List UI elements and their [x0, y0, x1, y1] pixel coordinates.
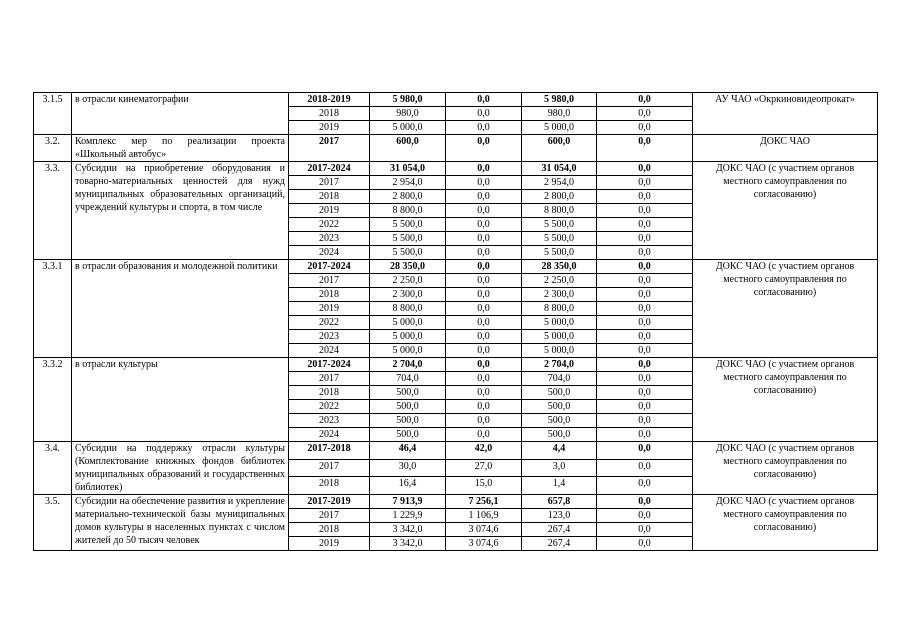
budget-table — [33, 92, 878, 551]
other-cell: 0,0 — [597, 358, 693, 372]
period-cell: 2024 — [289, 344, 370, 358]
total-cell: 5 000,0 — [370, 316, 446, 330]
federal-cell: 0,0 — [446, 428, 522, 442]
period-cell: 2023 — [289, 232, 370, 246]
federal-cell: 0,0 — [446, 162, 522, 176]
period-cell: 2019 — [289, 121, 370, 135]
total-cell: 5 500,0 — [370, 246, 446, 260]
total-cell: 7 913,9 — [370, 495, 446, 509]
other-cell: 0,0 — [597, 414, 693, 428]
other-cell: 0,0 — [597, 509, 693, 523]
other-cell: 0,0 — [597, 246, 693, 260]
responsible-party: АУ ЧАО «Окркиновидеопрокат» — [693, 93, 878, 135]
other-cell: 0,0 — [597, 190, 693, 204]
total-cell: 2 250,0 — [370, 274, 446, 288]
period-cell: 2017-2024 — [289, 260, 370, 274]
federal-cell: 0,0 — [446, 302, 522, 316]
federal-cell: 0,0 — [446, 218, 522, 232]
regional-cell: 500,0 — [522, 428, 597, 442]
period-cell: 2019 — [289, 537, 370, 551]
other-cell: 0,0 — [597, 495, 693, 509]
responsible-party: ДОКС ЧАО (с участием органов местного самоуправления по согласованию) — [693, 495, 878, 551]
total-cell: 500,0 — [370, 386, 446, 400]
responsible-party: ДОКС ЧАО (с участием органов местного самоуправления по согласованию) — [693, 260, 878, 358]
other-cell: 0,0 — [597, 204, 693, 218]
regional-cell: 500,0 — [522, 400, 597, 414]
row-description: в отрасли культуры — [72, 358, 289, 442]
total-cell: 5 000,0 — [370, 121, 446, 135]
regional-cell: 5 500,0 — [522, 232, 597, 246]
table-row — [34, 442, 878, 460]
regional-cell: 5 500,0 — [522, 218, 597, 232]
regional-cell: 500,0 — [522, 386, 597, 400]
other-cell: 0,0 — [597, 316, 693, 330]
other-cell: 0,0 — [597, 218, 693, 232]
total-cell: 500,0 — [370, 414, 446, 428]
period-cell: 2024 — [289, 428, 370, 442]
period-cell: 2018-2019 — [289, 93, 370, 107]
total-cell: 30,0 — [370, 459, 446, 477]
period-cell: 2017-2018 — [289, 442, 370, 460]
federal-cell: 0,0 — [446, 316, 522, 330]
federal-cell: 27,0 — [446, 459, 522, 477]
row-number: 3.5. — [34, 495, 72, 551]
federal-cell: 0,0 — [446, 93, 522, 107]
period-cell: 2022 — [289, 400, 370, 414]
period-cell: 2022 — [289, 316, 370, 330]
other-cell: 0,0 — [597, 428, 693, 442]
regional-cell: 267,4 — [522, 523, 597, 537]
federal-cell: 0,0 — [446, 246, 522, 260]
table-row — [34, 495, 878, 509]
federal-cell: 0,0 — [446, 190, 522, 204]
total-cell: 5 500,0 — [370, 232, 446, 246]
federal-cell: 0,0 — [446, 344, 522, 358]
total-cell: 2 954,0 — [370, 176, 446, 190]
federal-cell: 7 256,1 — [446, 495, 522, 509]
row-description: Субсидии на приобретение оборудования и товарно-материальных ценностей для нужд муниципальных образовательных организаций, учреждений культуры и спорта, в том числе — [72, 162, 289, 260]
federal-cell: 0,0 — [446, 414, 522, 428]
other-cell: 0,0 — [597, 302, 693, 316]
total-cell: 600,0 — [370, 135, 446, 162]
federal-cell: 0,0 — [446, 135, 522, 162]
total-cell: 8 800,0 — [370, 204, 446, 218]
total-cell: 500,0 — [370, 428, 446, 442]
other-cell: 0,0 — [597, 400, 693, 414]
other-cell: 0,0 — [597, 288, 693, 302]
row-description: Субсидии на обеспечение развития и укрепление материально-технической базы муниципальных домов культуры в населенных пунктах с числом жителей до 50 тысяч человек — [72, 495, 289, 551]
other-cell: 0,0 — [597, 135, 693, 162]
federal-cell: 0,0 — [446, 107, 522, 121]
regional-cell: 5 000,0 — [522, 344, 597, 358]
other-cell: 0,0 — [597, 93, 693, 107]
regional-cell: 657,8 — [522, 495, 597, 509]
table-row — [34, 162, 878, 176]
total-cell: 500,0 — [370, 400, 446, 414]
total-cell: 46,4 — [370, 442, 446, 460]
period-cell: 2023 — [289, 330, 370, 344]
other-cell: 0,0 — [597, 330, 693, 344]
period-cell: 2017 — [289, 274, 370, 288]
federal-cell: 3 074,6 — [446, 523, 522, 537]
table-row — [34, 358, 878, 372]
other-cell: 0,0 — [597, 121, 693, 135]
regional-cell: 1,4 — [522, 477, 597, 495]
total-cell: 5 000,0 — [370, 330, 446, 344]
row-description: Субсидии на поддержку отрасли культуры (Комплектование книжных фондов библиотек муниципальных образований и государственных библиотек) — [72, 442, 289, 495]
period-cell: 2019 — [289, 204, 370, 218]
federal-cell: 1 106,9 — [446, 509, 522, 523]
total-cell: 1 229,9 — [370, 509, 446, 523]
other-cell: 0,0 — [597, 523, 693, 537]
regional-cell: 5 500,0 — [522, 246, 597, 260]
federal-cell: 3 074,6 — [446, 537, 522, 551]
regional-cell: 8 800,0 — [522, 302, 597, 316]
regional-cell: 704,0 — [522, 372, 597, 386]
other-cell: 0,0 — [597, 537, 693, 551]
total-cell: 3 342,0 — [370, 523, 446, 537]
period-cell: 2018 — [289, 386, 370, 400]
row-description: Комплекс мер по реализации проекта «Школьный автобус» — [72, 135, 289, 162]
period-cell: 2018 — [289, 477, 370, 495]
period-cell: 2018 — [289, 107, 370, 121]
budget-table-body — [34, 93, 878, 551]
federal-cell: 0,0 — [446, 288, 522, 302]
period-cell: 2017 — [289, 372, 370, 386]
total-cell: 16,4 — [370, 477, 446, 495]
other-cell: 0,0 — [597, 386, 693, 400]
regional-cell: 2 800,0 — [522, 190, 597, 204]
other-cell: 0,0 — [597, 107, 693, 121]
period-cell: 2022 — [289, 218, 370, 232]
regional-cell: 5 000,0 — [522, 330, 597, 344]
total-cell: 980,0 — [370, 107, 446, 121]
regional-cell: 31 054,0 — [522, 162, 597, 176]
total-cell: 5 000,0 — [370, 344, 446, 358]
total-cell: 3 342,0 — [370, 537, 446, 551]
row-description: в отрасли образования и молодежной политики — [72, 260, 289, 358]
period-cell: 2017-2024 — [289, 358, 370, 372]
federal-cell: 15,0 — [446, 477, 522, 495]
federal-cell: 0,0 — [446, 204, 522, 218]
total-cell: 2 704,0 — [370, 358, 446, 372]
regional-cell: 2 300,0 — [522, 288, 597, 302]
other-cell: 0,0 — [597, 442, 693, 460]
total-cell: 2 300,0 — [370, 288, 446, 302]
period-cell: 2019 — [289, 302, 370, 316]
period-cell: 2017 — [289, 459, 370, 477]
other-cell: 0,0 — [597, 232, 693, 246]
period-cell: 2017-2024 — [289, 162, 370, 176]
other-cell: 0,0 — [597, 344, 693, 358]
total-cell: 2 800,0 — [370, 190, 446, 204]
federal-cell: 0,0 — [446, 176, 522, 190]
federal-cell: 0,0 — [446, 358, 522, 372]
row-number: 3.1.5 — [34, 93, 72, 135]
federal-cell: 0,0 — [446, 274, 522, 288]
federal-cell: 0,0 — [446, 400, 522, 414]
period-cell: 2017-2019 — [289, 495, 370, 509]
federal-cell: 42,0 — [446, 442, 522, 460]
regional-cell: 2 704,0 — [522, 358, 597, 372]
regional-cell: 3,0 — [522, 459, 597, 477]
regional-cell: 2 250,0 — [522, 274, 597, 288]
total-cell: 31 054,0 — [370, 162, 446, 176]
regional-cell: 5 000,0 — [522, 121, 597, 135]
total-cell: 28 350,0 — [370, 260, 446, 274]
responsible-party: ДОКС ЧАО (с участием органов местного самоуправления по согласованию) — [693, 162, 878, 260]
responsible-party: ДОКС ЧАО — [693, 135, 878, 162]
row-description: в отрасли кинематографии — [72, 93, 289, 135]
total-cell: 5 980,0 — [370, 93, 446, 107]
regional-cell: 600,0 — [522, 135, 597, 162]
responsible-party: ДОКС ЧАО (с участием органов местного самоуправления по согласованию) — [693, 442, 878, 495]
row-number: 3.3. — [34, 162, 72, 260]
total-cell: 704,0 — [370, 372, 446, 386]
regional-cell: 123,0 — [522, 509, 597, 523]
federal-cell: 0,0 — [446, 386, 522, 400]
other-cell: 0,0 — [597, 477, 693, 495]
other-cell: 0,0 — [597, 162, 693, 176]
table-row — [34, 260, 878, 274]
period-cell: 2024 — [289, 246, 370, 260]
regional-cell: 980,0 — [522, 107, 597, 121]
other-cell: 0,0 — [597, 176, 693, 190]
row-number: 3.3.1 — [34, 260, 72, 358]
period-cell: 2018 — [289, 190, 370, 204]
federal-cell: 0,0 — [446, 232, 522, 246]
table-row — [34, 135, 878, 162]
regional-cell: 500,0 — [522, 414, 597, 428]
federal-cell: 0,0 — [446, 330, 522, 344]
total-cell: 8 800,0 — [370, 302, 446, 316]
federal-cell: 0,0 — [446, 372, 522, 386]
regional-cell: 5 000,0 — [522, 316, 597, 330]
table-row — [34, 93, 878, 107]
regional-cell: 28 350,0 — [522, 260, 597, 274]
other-cell: 0,0 — [597, 260, 693, 274]
period-cell: 2017 — [289, 176, 370, 190]
row-number: 3.2. — [34, 135, 72, 162]
other-cell: 0,0 — [597, 372, 693, 386]
responsible-party: ДОКС ЧАО (с участием органов местного самоуправления по согласованию) — [693, 358, 878, 442]
regional-cell: 8 800,0 — [522, 204, 597, 218]
other-cell: 0,0 — [597, 459, 693, 477]
row-number: 3.4. — [34, 442, 72, 495]
other-cell: 0,0 — [597, 274, 693, 288]
regional-cell: 4,4 — [522, 442, 597, 460]
federal-cell: 0,0 — [446, 260, 522, 274]
regional-cell: 267,4 — [522, 537, 597, 551]
period-cell: 2018 — [289, 288, 370, 302]
total-cell: 5 500,0 — [370, 218, 446, 232]
regional-cell: 5 980,0 — [522, 93, 597, 107]
federal-cell: 0,0 — [446, 121, 522, 135]
period-cell: 2017 — [289, 135, 370, 162]
regional-cell: 2 954,0 — [522, 176, 597, 190]
row-number: 3.3.2 — [34, 358, 72, 442]
period-cell: 2017 — [289, 509, 370, 523]
period-cell: 2023 — [289, 414, 370, 428]
period-cell: 2018 — [289, 523, 370, 537]
